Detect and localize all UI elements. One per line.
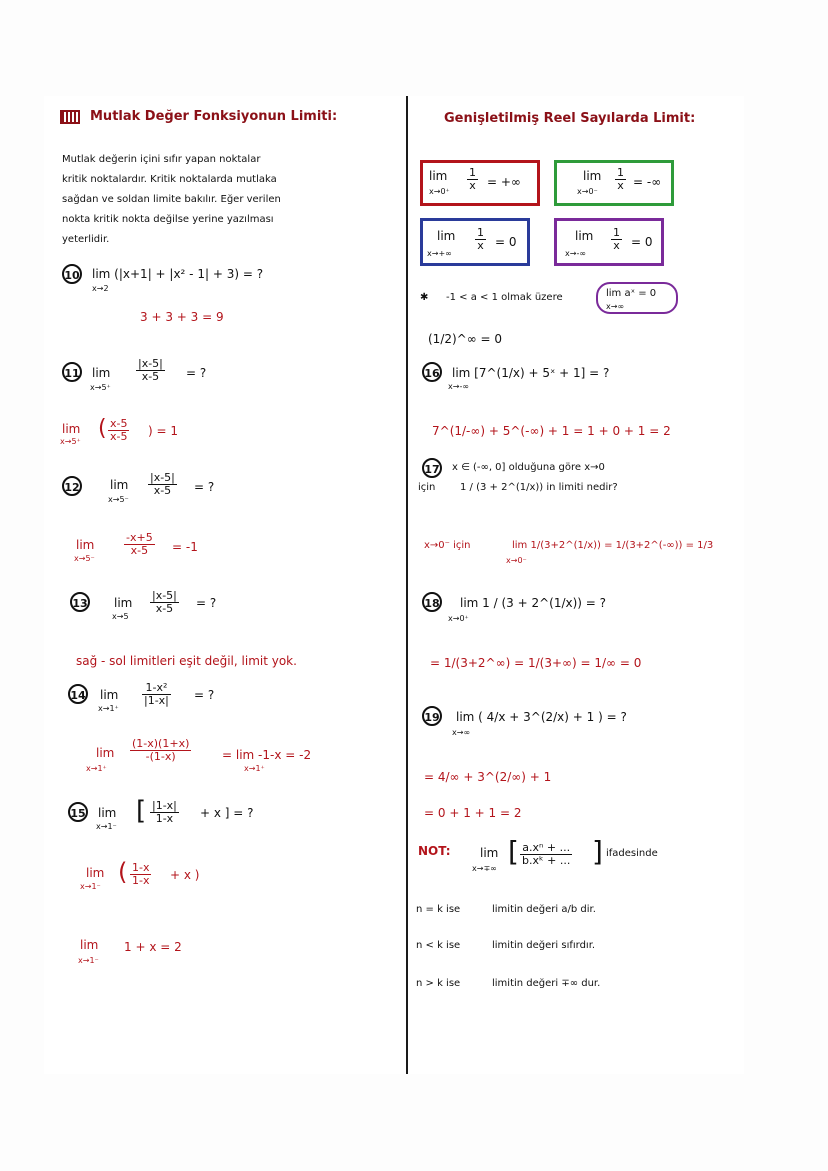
- rule-lim: lim aˣ = 0: [606, 288, 657, 299]
- box1-lim: lim: [429, 169, 448, 183]
- problem-19-sub: x→∞: [452, 728, 471, 737]
- case-1-result: limitin değeri a/b dir.: [492, 904, 596, 915]
- box2-sub: x→0⁻: [577, 187, 598, 196]
- box1-num: 1: [469, 166, 476, 179]
- problem-12-number: 12: [62, 476, 82, 496]
- case-3-result: limitin değeri ∓∞ dur.: [492, 978, 601, 989]
- problem-15-work-sub: x→1⁻: [80, 882, 101, 891]
- problem-15-q: + x ] = ?: [200, 806, 254, 820]
- left-title: Mutlak Değer Fonksiyonun Limiti:: [90, 109, 338, 124]
- problem-15-sub: x→1⁻: [96, 822, 117, 831]
- problem-14-work-fraction: [130, 738, 191, 763]
- problem-11-work-lim: lim: [62, 422, 81, 436]
- intro-line-3: sağdan ve soldan limite bakılır. Eğer verilen: [62, 194, 281, 205]
- intro-line-4: nokta kritik nokta değilse yerine yazılması: [62, 214, 274, 225]
- problem-18-question: lim 1 / (3 + 2^(1/x)) = ?: [460, 596, 607, 610]
- intro-line-1: Mutlak değerin içini sıfır yapan noktalar: [62, 154, 261, 165]
- problem-19-question: lim ( 4/x + 3^(2/x) + 1 ) = ?: [456, 710, 627, 724]
- case-3-condition: n > k ise: [416, 978, 461, 989]
- limit-box-plus-infinity: [420, 218, 530, 266]
- problem-11-lim: lim: [92, 366, 111, 380]
- note-fraction: [520, 842, 572, 867]
- box2-num: 1: [617, 166, 624, 179]
- problem-12-fraction: [148, 472, 177, 497]
- problem-15-work-fraction: [130, 862, 151, 887]
- problem-13-number: 13: [70, 592, 90, 612]
- problem-14-work-den: -(1-x): [145, 750, 176, 763]
- note-close-bracket: ]: [592, 835, 603, 868]
- box2-den: x: [617, 179, 624, 192]
- problem-15-lim: lim: [98, 806, 117, 820]
- box2-lim: lim: [583, 169, 602, 183]
- problem-15-open-bracket: [: [136, 796, 147, 826]
- problem-11-work-fraction: [108, 418, 129, 443]
- box2-result: = -∞: [633, 175, 662, 189]
- problem-14-number: 14: [68, 684, 88, 704]
- note-sub: x→∓∞: [472, 864, 497, 873]
- problem-14-denominator: |1-x|: [144, 694, 169, 707]
- intro-line-5: yeterlidir.: [62, 234, 110, 245]
- problem-12-numerator: |x-5|: [150, 471, 175, 484]
- column-divider: [406, 96, 408, 1074]
- box4-num: 1: [613, 226, 620, 239]
- case-2-condition: n < k ise: [416, 940, 461, 951]
- problem-13-fraction: [150, 590, 179, 615]
- problem-17-line2b: 1 / (3 + 2^(1/x)) in limiti nedir?: [460, 482, 618, 493]
- problem-11-number: 11: [62, 362, 82, 382]
- problem-13-denominator: x-5: [155, 602, 174, 615]
- box1-result: = +∞: [487, 175, 521, 189]
- problem-11-numerator: |x-5|: [138, 357, 163, 370]
- star-icon: ✱: [420, 292, 429, 303]
- note-lim: lim: [480, 846, 499, 860]
- problem-15-work-den: 1-x: [132, 874, 150, 887]
- problem-10-question: lim (|x+1| + |x² - 1| + 3) = ?: [92, 267, 264, 281]
- problem-15-final-lim: lim: [80, 938, 99, 952]
- box1-sub: x→0⁺: [429, 187, 450, 196]
- problem-10-number: 10: [62, 264, 82, 284]
- problem-12-work-lim: lim: [76, 538, 95, 552]
- problem-15-number: 15: [68, 802, 88, 822]
- box3-num: 1: [477, 226, 484, 239]
- problem-15-fraction: [150, 800, 179, 825]
- box4-result: = 0: [631, 235, 653, 249]
- problem-13-note: sağ - sol limitleri eşit değil, limit yok.: [76, 654, 297, 668]
- problem-14-lim: lim: [100, 688, 119, 702]
- rule-sub: x→∞: [606, 302, 625, 311]
- half-power-rule: (1/2)^∞ = 0: [428, 332, 503, 346]
- problem-12-lim: lim: [110, 478, 129, 492]
- box3-sub: x→+∞: [427, 249, 452, 258]
- problem-12-sub: x→5⁻: [108, 495, 129, 504]
- problem-16-sub: x→-∞: [448, 382, 469, 391]
- box4-sub: x→-∞: [565, 249, 586, 258]
- box3-result: = 0: [495, 235, 517, 249]
- box3-den: x: [477, 239, 484, 252]
- box1-den: x: [469, 179, 476, 192]
- intro-line-2: kritik noktalardır. Kritik noktalarda mutlaka: [62, 174, 277, 185]
- problem-12-denominator: x-5: [153, 484, 172, 497]
- box4-den: x: [613, 239, 620, 252]
- limit-box-zero-plus: [420, 160, 540, 206]
- box2-fraction: [615, 167, 626, 192]
- problem-14-work-sub-2: x→1⁺: [244, 764, 265, 773]
- problem-15-final-result: 1 + x = 2: [124, 940, 182, 954]
- problem-16-answer: 7^(1/-∞) + 5^(-∞) + 1 = 1 + 0 + 1 = 2: [432, 424, 671, 438]
- problem-17-work-sub: x→0⁻: [506, 556, 527, 565]
- problem-16-number: 16: [422, 362, 442, 382]
- box3-fraction: [475, 227, 486, 252]
- problem-12-work-fraction: [124, 532, 155, 557]
- problem-15-denominator: 1-x: [155, 812, 174, 825]
- problem-11-sub: x→5⁺: [90, 383, 111, 392]
- rule-oval: [596, 282, 678, 314]
- problem-17-line1: x ∈ (-∞, 0] olduğuna göre x→0: [452, 462, 605, 473]
- problem-10-answer: 3 + 3 + 3 = 9: [140, 310, 224, 324]
- note-denominator: b.xᵏ + ...: [522, 854, 571, 867]
- problem-15-work-paren: (: [118, 858, 128, 886]
- problem-11-fraction: [136, 358, 165, 383]
- problem-18-number: 18: [422, 592, 442, 612]
- problem-15-work-result: + x ): [170, 868, 200, 882]
- problem-13-q: = ?: [196, 596, 217, 610]
- problem-11-work-sub: x→5⁺: [60, 437, 81, 446]
- problem-15-work-lim: lim: [86, 866, 105, 880]
- box3-lim: lim: [437, 229, 456, 243]
- problem-19-answer-1: = 4/∞ + 3^(2/∞) + 1: [424, 770, 552, 784]
- problem-12-work-result: = -1: [172, 540, 198, 554]
- problem-15-final-sub: x→1⁻: [78, 956, 99, 965]
- problem-14-work-result: = lim -1-x = -2: [222, 748, 312, 762]
- problem-14-q: = ?: [194, 688, 215, 702]
- problem-12-work-num: -x+5: [126, 531, 153, 544]
- problem-10-sub: x→2: [92, 284, 109, 293]
- note-tail: ifadesinde: [606, 848, 658, 859]
- problem-17-work2: lim 1/(3+2^(1/x)) = 1/(3+2^(-∞)) = 1/3: [512, 540, 714, 551]
- problem-14-numerator: 1-x²: [142, 682, 171, 695]
- problem-18-sub: x→0⁺: [448, 614, 469, 623]
- problem-14-work-lim: lim: [96, 746, 115, 760]
- case-1-condition: n = k ise: [416, 904, 461, 915]
- problem-12-work-sub: x→5⁻: [74, 554, 95, 563]
- problem-15-numerator: |1-x|: [152, 799, 177, 812]
- problem-14-fraction: [142, 682, 171, 707]
- problem-11-work-den: x-5: [110, 430, 128, 443]
- problem-16-question: lim [7^(1/x) + 5ˣ + 1] = ?: [452, 366, 610, 380]
- rule-text: -1 < a < 1 olmak üzere: [446, 292, 563, 303]
- problem-14-work-sub: x→1⁺: [86, 764, 107, 773]
- note-label: NOT:: [418, 844, 451, 858]
- problem-17-line2a: için: [418, 482, 436, 493]
- problem-18-answer: = 1/(3+2^∞) = 1/(3+∞) = 1/∞ = 0: [430, 656, 642, 670]
- box1-fraction: [467, 167, 478, 192]
- problem-11-open-paren: (: [98, 416, 107, 441]
- problem-11-q: = ?: [186, 366, 207, 380]
- problem-11-denominator: x-5: [141, 370, 160, 383]
- problem-11-work-num: x-5: [110, 417, 128, 430]
- problem-17-work1: x→0⁻ için: [424, 540, 471, 551]
- problem-11-work-result: ) = 1: [148, 424, 178, 438]
- problem-19-number: 19: [422, 706, 442, 726]
- problem-12-work-den: x-5: [130, 544, 149, 557]
- problem-17-number: 17: [422, 458, 442, 478]
- book-icon: [60, 110, 80, 124]
- problem-12-q: = ?: [194, 480, 215, 494]
- problem-13-lim: lim: [114, 596, 133, 610]
- problem-15-work-num: 1-x: [132, 861, 150, 874]
- box4-lim: lim: [575, 229, 594, 243]
- note-open-bracket: [: [508, 835, 519, 868]
- limit-box-minus-infinity: [554, 218, 664, 266]
- limit-box-zero-minus: [554, 160, 674, 206]
- right-title: Genişletilmiş Reel Sayılarda Limit:: [444, 111, 696, 126]
- problem-13-numerator: |x-5|: [152, 589, 177, 602]
- case-2-result: limitin değeri sıfırdır.: [492, 940, 596, 951]
- problem-13-sub: x→5: [112, 612, 129, 621]
- problem-14-work-num: (1-x)(1+x): [132, 737, 190, 750]
- problem-19-answer-2: = 0 + 1 + 1 = 2: [424, 806, 522, 820]
- box4-fraction: [611, 227, 622, 252]
- problem-14-sub: x→1⁺: [98, 704, 119, 713]
- note-numerator: a.xⁿ + ...: [520, 842, 572, 855]
